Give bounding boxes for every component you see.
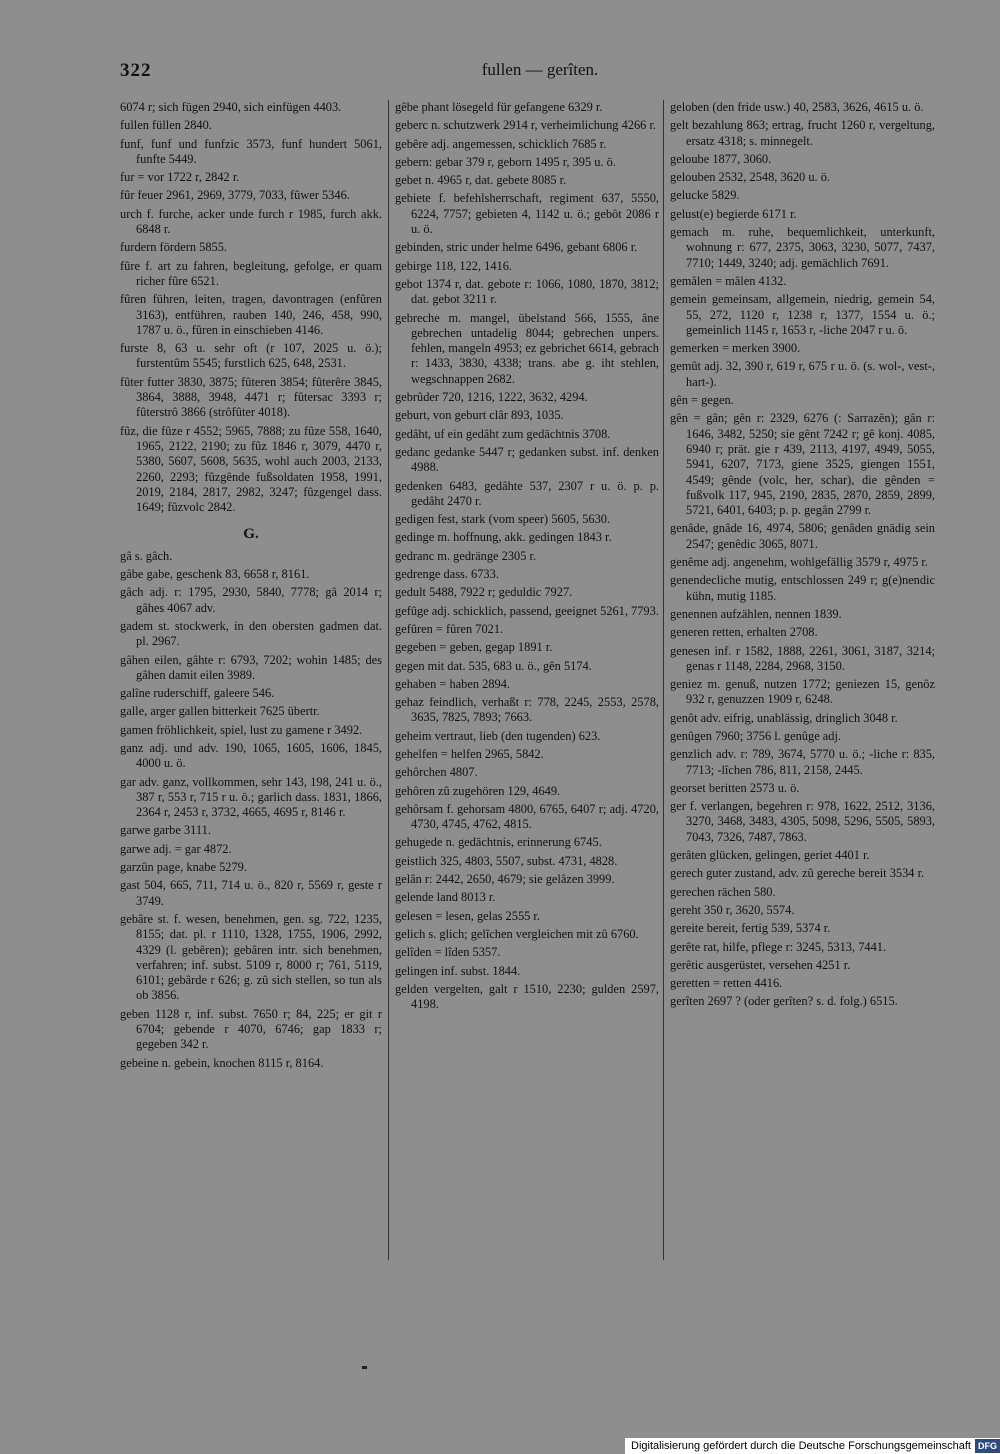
dictionary-entry: genzlich adv. r: 789, 3674, 5770 u. ö.; -liche r: 835, 7713; -lîchen 786, 811, 2158, 2445. <box>670 747 935 777</box>
dictionary-entry: gerech guter zustand, adv. zû gereche bereit 3534 r. <box>670 866 925 881</box>
dictionary-entry: gedrenge dass. 6733. <box>395 567 499 582</box>
dfg-logo-icon: DFG <box>975 1439 1000 1453</box>
dictionary-entry: fûre f. art zu fahren, begleitung, gefolge, er quam richer fûre 6521. <box>120 258 382 288</box>
dictionary-entry: genôt adv. eifrig, unablässig, dringlich 3048 r. <box>670 710 898 725</box>
dictionary-entry: furdern fördern 5855. <box>120 240 228 255</box>
dictionary-entry: garzûn page, knabe 5279. <box>120 860 247 875</box>
dictionary-entry: gefûge adj. schicklich, passend, geeignet 5261, 7793. <box>395 603 659 618</box>
dictionary-entry: gedanc gedanke 5447 r; gedanken subst. inf. denken 4988. <box>395 444 659 475</box>
dictionary-entry: gemâlen = mâlen 4132. <box>670 273 787 288</box>
dictionary-entry: gedigen fest, stark (vom speer) 5605, 5630. <box>395 512 611 527</box>
dictionary-entry: geben 1128 r, inf. subst. 7650 r; 84, 225; er git r 6704; gebende r 4070, 6746; gap 1833 r; gegeben 342 r. <box>120 1006 382 1052</box>
dictionary-entry: gebreche m. mangel, übelstand 566, 1555, âne gebrechen untadelig 8044; gebrechen unpers. fehlen, mangeln 4953; ez gebrichet 6614, gebrach r: 1433, 3830, 4338; trans. abe g. iht stehlen, wegschnappen 2682. <box>395 310 659 386</box>
dictionary-entry: gelesen = lesen, gelas 2555 r. <box>395 908 540 923</box>
dictionary-entry: galîne ruderschiff, galeere 546. <box>120 686 275 701</box>
dictionary-entry: gelust(e) begierde 6171 r. <box>670 206 797 221</box>
column-rule <box>388 100 389 1260</box>
dictionary-entry: gelich s. glich; gelîchen vergleichen mit zû 6760. <box>395 926 639 941</box>
column-left <box>120 100 382 1074</box>
dictionary-entry: gebêre adj. angemessen, schicklich 7685 r. <box>395 136 607 151</box>
letter-section-heading: G. <box>243 526 259 543</box>
dictionary-entry: geheim vertraut, lieb (den tugenden) 623. <box>395 728 601 743</box>
dictionary-entry: gadem st. stockwerk, in den obersten gadmen dat. pl. 2967. <box>120 618 382 649</box>
dictionary-entry: genûgen 7960; 3756 l. genûge adj. <box>670 728 842 743</box>
dictionary-entry: gefûren = fûren 7021. <box>395 621 504 636</box>
dictionary-entry: gelîden = lîden 5357. <box>395 945 501 960</box>
dictionary-entry: gerîten 2697 ? (oder gerîten? s. d. folg.) 6515. <box>670 994 898 1009</box>
dictionary-entry: gereht 350 r, 3620, 5574. <box>670 902 795 917</box>
dictionary-entry: garwe garbe 3111. <box>120 823 211 838</box>
dictionary-entry: generen retten, erhalten 2708. <box>670 625 818 640</box>
dictionary-entry: gehaben = haben 2894. <box>395 676 511 691</box>
dictionary-entry: gemach m. ruhe, bequemlichkeit, unterkunft, wohnung r: 677, 2375, 3063, 3230, 5077, 7437, 7710; 1449, 3240; adj. gemächlich 7691. <box>670 225 935 270</box>
dictionary-entry: gêbe phant lösegeld für gefangene 6329 r. <box>395 100 603 114</box>
dictionary-entry: geloube 1877, 3060. <box>670 151 772 166</box>
dictionary-entry: fûr feuer 2961, 2969, 3779, 7033, fûwer 5346. <box>120 188 350 203</box>
dictionary-entry: gedult 5488, 7922 r; geduldic 7927. <box>395 585 573 600</box>
dictionary-entry: genesen inf. r 1582, 1888, 2261, 3061, 3187, 3214; genas r 1148, 2284, 2968, 3150. <box>670 643 935 673</box>
dictionary-entry: gerête rat, hilfe, pflege r: 3245, 5313, 7441. <box>670 939 887 954</box>
dictionary-entry: gebiete f. befehlsherrschaft, regiment 637, 5550, 6224, 7757; gebieten 4, 1142 u. ö.; gebôt 2086 r u. ö. <box>395 191 659 237</box>
dictionary-entry: gâ s. gâch. <box>120 548 173 563</box>
dictionary-entry: ger f. verlangen, begehren r: 978, 1622, 2512, 3136, 3270, 3468, 3483, 4305, 5098, 5296, 5505, 5893, 7043, 7326, 7487, 7863. <box>670 799 935 844</box>
dictionary-entry: gelân r: 2442, 2650, 4679; sie gelâzen 3999. <box>395 872 615 887</box>
dictionary-entry: gehelfen = helfen 2965, 5842. <box>395 746 544 761</box>
dictionary-entry: gebeine n. gebein, knochen 8115 r, 8164. <box>120 1055 324 1070</box>
dictionary-entry: funf, funf und funfzic 3573, funf hundert 5061, funfte 5449. <box>120 136 382 166</box>
dictionary-entry: gerâten glücken, gelingen, geriet 4401 r. <box>670 848 870 863</box>
dictionary-entry: gâhen eilen, gâhte r: 6793, 7202; wohin 1485; des gâhen damit eilen 3989. <box>120 652 382 682</box>
dictionary-entry: geistlich 325, 4803, 5507, subst. 4731, 4828. <box>395 853 618 868</box>
dictionary-entry: gebirge 118, 122, 1416. <box>395 258 513 273</box>
dictionary-entry: genême adj. angenehm, wohlgefällig 3579 r, 4975 r. <box>670 555 928 570</box>
dictionary-entry: georset beritten 2573 u. ö. <box>670 780 800 795</box>
dictionary-entry: gehôren zû zugehören 129, 4649. <box>395 783 561 798</box>
dictionary-entry: gegeben = geben, gegap 1891 r. <box>395 640 553 655</box>
footer-credit <box>625 1438 1000 1454</box>
dictionary-entry: gebrûder 720, 1216, 1222, 3632, 4294. <box>395 390 588 405</box>
dictionary-entry: gehugede n. gedächtnis, erinnerung 6745. <box>395 835 602 850</box>
column-middle <box>395 100 659 1015</box>
dictionary-entry: gelt bezahlung 863; ertrag, frucht 1260 r, vergeltung, ersatz 4318; s. minnegelt. <box>670 118 935 148</box>
running-head: fullen — gerîten. <box>481 60 599 79</box>
dictionary-entry: gedenken 6483, gedâhte 537, 2307 r u. ö. p. p. gedâht 2470 r. <box>395 478 659 508</box>
ink-speck <box>362 1366 367 1369</box>
dictionary-entry: gedranc m. gedränge 2305 r. <box>395 548 537 563</box>
dictionary-entry: garwe adj. = gar 4872. <box>120 841 232 856</box>
dictionary-entry: gemein gemeinsam, allgemein, niedrig, gemein 54, 55, 272, 1120 r, 1238 r, 1377, 1554 u. ö.; gemeinlich 1145 r, 1653 r, -liche 2047 r u. ö. <box>670 292 935 337</box>
dictionary-entry: gerêtic ausgerüstet, versehen 4251 r. <box>670 957 851 972</box>
dictionary-entry: gebet n. 4965 r, dat. gebete 8085 r. <box>395 173 567 188</box>
dictionary-entry: gên = gegen. <box>670 393 734 408</box>
dictionary-entry: gebinden, stric under helme 6496, gebant 6806 r. <box>395 240 638 255</box>
dictionary-entry: 6074 r; sich fügen 2940, sich einfügen 4403. <box>120 100 342 114</box>
footer-text: Digitalisierung gefördert durch die Deutsche Forschungsgemeinschaft <box>631 1440 971 1452</box>
dictionary-entry: genâde, gnâde 16, 4974, 5806; genâden gnädig sein 2547; genêdic 3065, 8071. <box>670 521 935 551</box>
dictionary-entry: gelingen inf. subst. 1844. <box>395 963 521 978</box>
dictionary-entry: gelouben 2532, 2548, 3620 u. ö. <box>670 170 831 185</box>
dictionary-entry: gebâre st. f. wesen, benehmen, gen. sg. 722, 1235, 8155; dat. pl. r 1110, 1328, 1755, 1906, 2992, 4329 (l. gebêren); gebâren intr. sich benehmen, verfahren; inf. subst. 5109 r, 8000 r; 761, 5119, 6101; gebârde r 626; g. zû sich stellen, so tun als ob 3856. <box>120 911 382 1003</box>
dictionary-entry: gar adv. ganz, vollkommen, sehr 143, 198, 241 u. ö., 387 r, 553 r, 715 r u. ö.; garlich dass. 1831, 1866, 2364 r, 2453 r, 3732, 4665, 4695 r, 8146 r. <box>120 774 382 820</box>
dictionary-entry: gast 504, 665, 711, 714 u. ö., 820 r, 5569 r, geste r 3749. <box>120 878 382 908</box>
dictionary-entry: genennen aufzählen, nennen 1839. <box>670 606 842 621</box>
dictionary-entry: gereite bereit, fertig 539, 5374 r. <box>670 921 831 936</box>
dictionary-entry: gedâht, uf ein gedâht zum gedächtnis 3708. <box>395 426 611 441</box>
column-right <box>670 100 935 1013</box>
dictionary-entry: gegen mit dat. 535, 683 u. ö., gên 5174. <box>395 658 592 673</box>
dictionary-entry: genendecliche mutig, entschlossen 249 r; g(e)nendic kühn, mutig 1185. <box>670 573 935 603</box>
page-number: 322 <box>120 60 152 81</box>
dictionary-entry: geniez m. genuß, nutzen 1772; geniezen 15, genôz 932 r, genuzzen 1909 r, 6248. <box>670 677 935 707</box>
dictionary-entry: galle, arger gallen bitterkeit 7625 übertr. <box>120 704 320 719</box>
dictionary-entry: gedinge m. hoffnung, akk. gedingen 1843 r. <box>395 530 612 545</box>
dictionary-entry: fûren führen, leiten, tragen, davontragen (enfûren 3163), entführen, rauben 140, 246, 458, 990, 1787 u. ö., fûren in einschieben 4146. <box>120 292 382 337</box>
dictionary-entry: gên = gân; gên r: 2329, 6276 (: Sarrazên); gân r: 1646, 3482, 5250; sie gênt 7242 r; gê konj. 4085, 6940 r; prät. gie r 439, 2113, 4197, 4949, 5055, 5941, 6207, 7173, giene 3525, giengen 1551, 4549; gênde (volc, her, schar), die gênden = fußvolk 117, 945, 2190, 2835, 2870, 2859, 2899, 5721, 6401, 6403; p. p. gegân 2799 r. <box>670 411 935 518</box>
dictionary-entry: fur = vor 1722 r, 2842 r. <box>120 170 240 185</box>
dictionary-entry: urch f. furche, acker unde furch r 1985, furch akk. 6848 r. <box>120 206 382 237</box>
dictionary-entry: gehaz feindlich, verhaßt r: 778, 2245, 2553, 2578, 3635, 7825, 7893; 7663. <box>395 695 659 725</box>
dictionary-entry: gâbe gabe, geschenk 83, 6658 r, 8161. <box>120 567 310 582</box>
dictionary-entry: gelende land 8013 r. <box>395 890 496 905</box>
dictionary-entry: gemerken = merken 3900. <box>670 341 801 356</box>
dictionary-entry: gelden vergelten, galt r 1510, 2230; gulden 2597, 4198. <box>395 981 659 1012</box>
dictionary-entry: fullen füllen 2840. <box>120 118 212 133</box>
dictionary-entry: gebot 1374 r, dat. gebote r: 1066, 1080, 1870, 3812; dat. gebot 3211 r. <box>395 276 659 307</box>
dictionary-entry: gâch adj. r: 1795, 2930, 5840, 7778; gâ 2014 r; gâhes 4067 adv. <box>120 585 382 615</box>
dictionary-entry: fûter futter 3830, 3875; fûteren 3854; fûterêre 3845, 3864, 3888, 3948, 4471 r; fûtersac 3393 r; fûterstrô 3866 (strôfûter 4018). <box>120 374 382 420</box>
dictionary-entry: gehôrsam f. gehorsam 4800, 6765, 6407 r; adj. 4720, 4730, 4745, 4762, 4815. <box>395 801 659 832</box>
dictionary-entry: furste 8, 63 u. sehr oft (r 107, 2025 u. ö.); furstentûm 5545; furstlich 625, 648, 2531. <box>120 341 382 371</box>
dictionary-entry: gebern: gebar 379 r, geborn 1495 r, 395 u. ö. <box>395 154 616 169</box>
dictionary-entry: geburt, von geburt clâr 893, 1035. <box>395 408 564 423</box>
dictionary-entry: geretten = retten 4416. <box>670 976 783 991</box>
dictionary-entry: gemût adj. 32, 390 r, 619 r, 675 r u. ö. (s. wol-, vest-, hart-). <box>670 359 935 389</box>
dictionary-entry: geberc n. schutzwerk 2914 r, verheimlichung 4266 r. <box>395 118 657 133</box>
dictionary-entry: ganz adj. und adv. 190, 1065, 1605, 1606, 1845, 4000 u. ö. <box>120 740 382 771</box>
dictionary-entry: geloben (den fride usw.) 40, 2583, 3626, 4615 u. ö. <box>670 100 924 114</box>
dictionary-entry: gerechen rächen 580. <box>670 884 776 899</box>
dictionary-entry: gehôrchen 4807. <box>395 765 478 780</box>
column-rule <box>663 100 664 1260</box>
dictionary-entry: fûz, die fûze r 4552; 5965, 7888; zu fûze 558, 1640, 1965, 2122, 2190; zu fûz 1846 r, 3079, 4470 r, 5380, 5607, 5608, 5635, wohl auch 2003, 2133, 2260, 2293; fûzgênde fußsoldaten 1958, 1991, 2019, 2184, 2817, 2982, 3247; fûzgengel dass. 1649; fûzvolc 2842. <box>120 423 382 515</box>
dictionary-entry: gamen fröhlichkeit, spiel, lust zu gamene r 3492. <box>120 722 363 737</box>
dictionary-entry: gelucke 5829. <box>670 188 740 203</box>
